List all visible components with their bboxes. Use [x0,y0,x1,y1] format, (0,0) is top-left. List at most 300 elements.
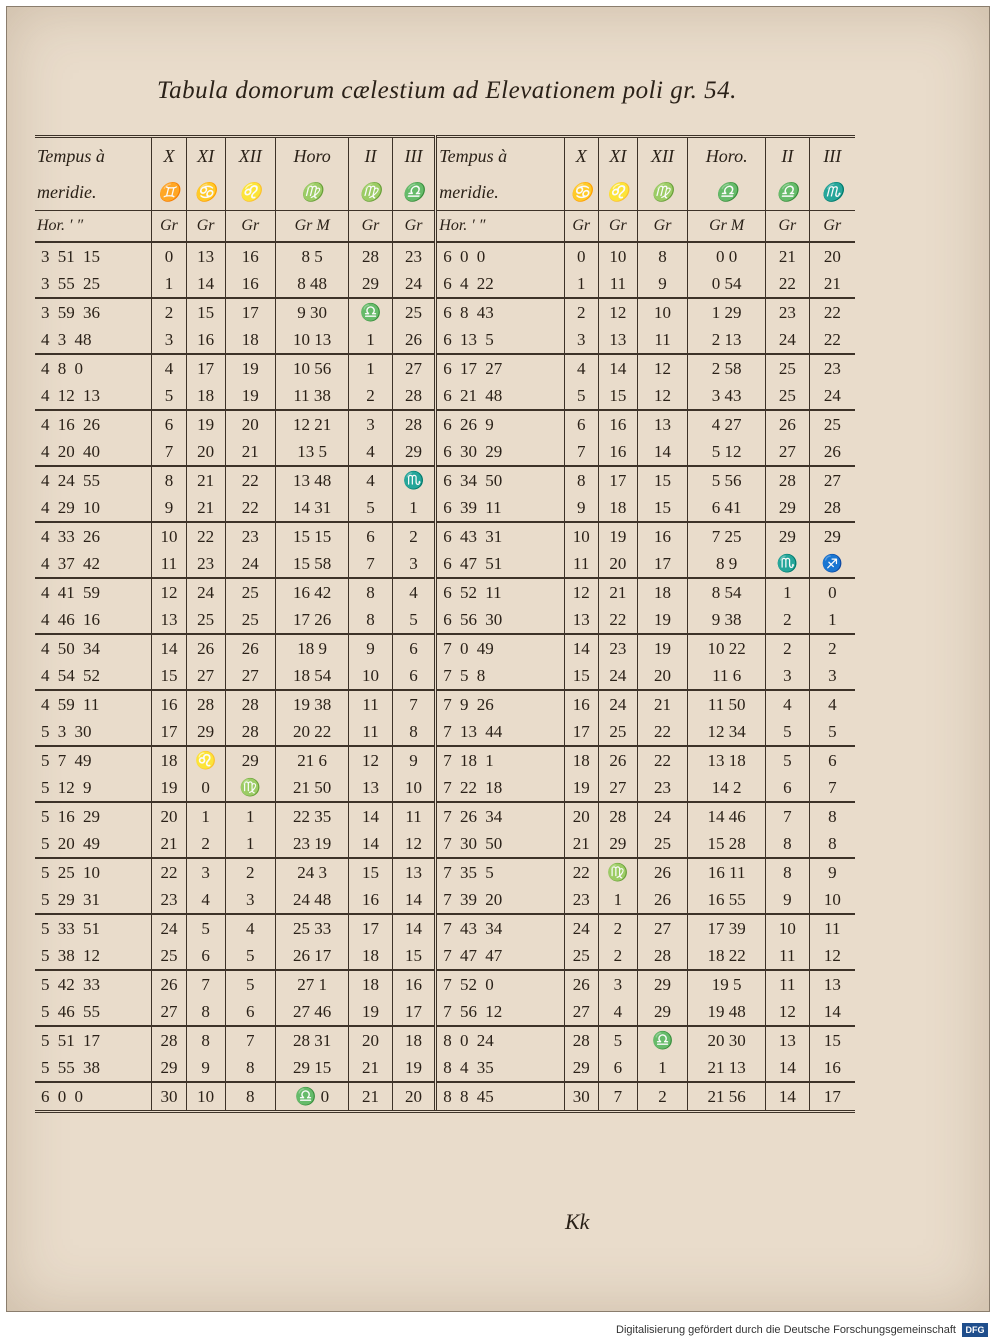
degree-cell: 15 15 [275,522,348,550]
degree-cell: 1 [809,606,855,634]
degree-cell: 19 [225,382,275,410]
degree-cell: 17 [637,550,687,578]
degree-cell: 21 50 [275,774,348,802]
table-row [35,830,855,858]
degree-cell: 24 3 [275,858,348,886]
table-row [35,1054,855,1082]
degree-cell: 1 [598,886,637,914]
degree-cell: 19 [186,410,225,438]
degree-cell: 3 [598,970,637,998]
degree-cell: 25 [564,942,598,970]
degree-cell: 11 [349,718,393,746]
time-cell: 4 3 48 [41,330,92,349]
degree-cell: 2 [564,298,598,326]
degree-cell: 1 [349,354,393,382]
degree-cell: 14 [564,634,598,662]
unit-left: Gr [225,211,275,243]
degree-cell: 6 41 [688,494,766,522]
table-row [35,270,855,298]
degree-cell: 8 [225,1082,275,1112]
house-xii-left: XII [225,137,275,175]
time-cell: 4 46 16 [41,610,100,629]
degree-cell: 23 [637,774,687,802]
degree-cell: 16 [564,690,598,718]
time-cell: 6 0 0 [436,242,564,270]
house-xii-right: XII [637,137,687,175]
degree-cell: 12 [766,998,810,1026]
degree-cell: 28 [152,1026,186,1054]
units-time-right: Hor. ′ ″ [436,211,564,243]
degree-cell: 27 1 [275,970,348,998]
degree-cell: 29 [564,1054,598,1082]
degree-cell: 22 [186,522,225,550]
degree-cell: 23 [392,242,436,270]
degree-cell: 28 [809,494,855,522]
sign-leo-icon: ♌ [598,174,637,211]
degree-cell: 7 [598,1082,637,1112]
degree-cell: 9 38 [688,606,766,634]
degree-cell: 15 [349,858,393,886]
degree-cell: 22 [766,270,810,298]
degree-cell: 29 [349,270,393,298]
degree-cell: 7 [766,802,810,830]
time-cell: 7 30 50 [436,830,564,858]
degree-cell: 24 [766,326,810,354]
house-ii-left: II [349,137,393,175]
degree-cell: 25 [152,942,186,970]
degree-cell: 10 22 [688,634,766,662]
degree-cell: 26 17 [275,942,348,970]
table-row [35,494,855,522]
degree-cell: 7 [152,438,186,466]
degree-cell: 19 [225,354,275,382]
degree-cell: 2 [225,858,275,886]
house-ii-right: II [766,137,810,175]
degree-cell: 5 12 [688,438,766,466]
degree-cell: 13 18 [688,746,766,774]
degree-cell: 25 [809,410,855,438]
degree-cell: 28 [349,242,393,270]
degree-cell: 14 [349,802,393,830]
degree-cell: 19 [564,774,598,802]
time-cell: 7 35 5 [436,858,564,886]
degree-cell: 26 [392,326,436,354]
degree-cell: ♎ [349,298,393,326]
time-cell: 5 55 38 [41,1058,100,1077]
houses-table-wrapper [35,135,855,1113]
time-cell: 6 39 11 [436,494,564,522]
time-cell: 4 29 10 [41,498,100,517]
degree-cell: 30 [564,1082,598,1112]
degree-cell: 21 [564,830,598,858]
house-x-left: X [152,137,186,175]
degree-cell: 26 [637,886,687,914]
time-cell: 7 43 34 [436,914,564,942]
degree-cell: 20 [186,438,225,466]
degree-cell: 3 [564,326,598,354]
degree-cell: 6 [225,998,275,1026]
degree-cell: 14 [766,1054,810,1082]
degree-cell: 2 [152,298,186,326]
degree-cell: 29 [637,970,687,998]
time-cell: 7 26 34 [436,802,564,830]
degree-cell: 28 [392,410,436,438]
degree-cell: 16 [598,438,637,466]
degree-cell: 1 [152,270,186,298]
footer-credit: Digitalisierung gefördert durch die Deutsche Forschungsgemeinschaft [616,1324,956,1336]
degree-cell: 9 [392,746,436,774]
degree-cell: 6 [598,1054,637,1082]
degree-cell: 10 [637,298,687,326]
degree-cell: 3 [766,662,810,690]
degree-cell: 27 [809,466,855,494]
time-cell: 4 59 11 [35,690,152,718]
table-row [35,970,855,998]
degree-cell: 16 42 [275,578,348,606]
time-cell: 6 13 5 [436,326,564,354]
house-xi-right: XI [598,137,637,175]
degree-cell: 14 46 [688,802,766,830]
degree-cell: ♍ [598,858,637,886]
degree-cell: 14 [598,354,637,382]
degree-cell: 8 [349,606,393,634]
degree-cell: 2 13 [688,326,766,354]
degree-cell: 12 [598,298,637,326]
degree-cell: 2 [766,634,810,662]
degree-cell: 25 [392,298,436,326]
degree-cell: 23 [598,634,637,662]
degree-cell: 21 [598,578,637,606]
degree-cell: 19 48 [688,998,766,1026]
sign-cancer-icon: ♋ [564,174,598,211]
time-cell: 6 47 51 [436,550,564,578]
degree-cell: 22 [809,298,855,326]
degree-cell: 13 [809,970,855,998]
degree-cell: 7 [392,690,436,718]
degree-cell: 21 [637,690,687,718]
degree-cell: 14 [349,830,393,858]
degree-cell: 4 [349,466,393,494]
table-row [35,354,855,382]
degree-cell: 4 [392,578,436,606]
degree-cell: 16 11 [688,858,766,886]
table-row [35,634,855,662]
time-cell: 8 4 35 [436,1054,564,1082]
degree-cell: 12 [809,942,855,970]
degree-cell: 16 [349,886,393,914]
degree-cell: 14 2 [688,774,766,802]
degree-cell: 21 56 [688,1082,766,1112]
degree-cell: 1 [186,802,225,830]
degree-cell: 15 [637,466,687,494]
degree-cell: 6 [809,746,855,774]
digitization-footer [0,1320,1000,1342]
time-cell: 7 5 8 [436,662,564,690]
house-horo-left: Horo [275,137,348,175]
time-cell: 5 12 9 [41,778,92,797]
table-body [35,242,855,1112]
degree-cell: 29 [637,998,687,1026]
degree-cell: 18 [637,578,687,606]
time-cell: 3 59 36 [35,298,152,326]
degree-cell: 7 [225,1026,275,1054]
degree-cell: 17 26 [275,606,348,634]
degree-cell: 28 [598,802,637,830]
degree-cell: 16 [225,270,275,298]
degree-cell: 27 [766,438,810,466]
degree-cell: 13 [349,774,393,802]
degree-cell: 16 [225,242,275,270]
house-xi-left: XI [186,137,225,175]
degree-cell: 5 [564,382,598,410]
degree-cell: 11 [349,690,393,718]
time-cell: 4 33 26 [35,522,152,550]
degree-cell: 15 [186,298,225,326]
degree-cell: 5 [349,494,393,522]
degree-cell: 23 19 [275,830,348,858]
degree-cell: 13 [598,326,637,354]
degree-cell: 16 [186,326,225,354]
unit-right: Gr [637,211,687,243]
degree-cell: 4 [809,690,855,718]
degree-cell: 10 [809,886,855,914]
degree-cell: 6 [349,522,393,550]
degree-cell: 26 [766,410,810,438]
degree-cell: 22 [598,606,637,634]
degree-cell: 16 [598,410,637,438]
degree-cell: 8 9 [688,550,766,578]
degree-cell: 26 [186,634,225,662]
time-cell: 3 51 15 [41,247,100,266]
degree-cell: 13 [392,858,436,886]
time-cell: 6 8 43 [436,298,564,326]
units-time-left: Hor. ′ ″ [35,211,152,243]
degree-cell: 17 [564,718,598,746]
degree-cell: 20 [225,410,275,438]
time-cell: 6 0 0 [35,1082,152,1112]
degree-cell: 17 [598,466,637,494]
degree-cell: 27 [392,354,436,382]
signature-mark: Kk [565,1209,590,1234]
degree-cell: 11 38 [275,382,348,410]
degree-cell: 10 [766,914,810,942]
degree-cell: 21 [186,466,225,494]
degree-cell: 15 [564,662,598,690]
degree-cell: 19 [392,1054,436,1082]
degree-cell: 27 [598,774,637,802]
degree-cell: 14 31 [275,494,348,522]
degree-cell: 19 [598,522,637,550]
degree-cell: 17 39 [688,914,766,942]
degree-cell: 6 [392,662,436,690]
time-cell: 4 24 55 [35,466,152,494]
degree-cell: 18 [152,746,186,774]
time-cell: 5 29 31 [41,890,100,909]
degree-cell: 2 [392,522,436,550]
degree-cell: 24 [225,550,275,578]
degree-cell: 12 34 [688,718,766,746]
degree-cell: 23 [152,886,186,914]
degree-cell: 0 [809,578,855,606]
degree-cell: 6 [564,410,598,438]
degree-cell: 28 31 [275,1026,348,1054]
degree-cell: 28 [392,382,436,410]
degree-cell: 14 [186,270,225,298]
time-cell: 5 38 12 [41,946,100,965]
degree-cell: 17 [186,354,225,382]
degree-cell: 10 13 [275,326,348,354]
degree-cell: 8 54 [688,578,766,606]
degree-cell: 18 [349,942,393,970]
time-cell: 5 46 55 [41,1002,100,1021]
degree-cell: 2 [598,914,637,942]
table-row [35,746,855,774]
degree-cell: 15 58 [275,550,348,578]
degree-cell: 29 [809,522,855,550]
table-row [35,382,855,410]
degree-cell: 22 [809,326,855,354]
degree-cell: 11 [392,802,436,830]
degree-cell: 20 22 [275,718,348,746]
degree-cell: 19 [637,606,687,634]
degree-cell: 27 [152,998,186,1026]
degree-cell: ♍ [225,774,275,802]
degree-cell: 10 56 [275,354,348,382]
unit-left: Gr [186,211,225,243]
time-cell: 7 13 44 [436,718,564,746]
table-row [35,662,855,690]
degree-cell: 12 21 [275,410,348,438]
degree-cell: 19 5 [688,970,766,998]
table-row [35,942,855,970]
degree-cell: 13 [564,606,598,634]
time-cell: 6 52 11 [436,578,564,606]
degree-cell: 4 [564,354,598,382]
degree-cell: 24 [598,662,637,690]
degree-cell: 27 [637,914,687,942]
degree-cell: 2 [598,942,637,970]
degree-cell: 5 56 [688,466,766,494]
degree-cell: 13 [766,1026,810,1054]
table-row [35,718,855,746]
degree-cell: ♎ 0 [275,1082,348,1112]
degree-cell: 0 [152,242,186,270]
degree-cell: 10 [392,774,436,802]
degree-cell: 22 [225,494,275,522]
degree-cell: 23 [564,886,598,914]
degree-cell: 7 [809,774,855,802]
degree-cell: 2 58 [688,354,766,382]
degree-cell: 21 6 [275,746,348,774]
degree-cell: 10 [152,522,186,550]
sign-gemini-icon: ♊ [152,174,186,211]
degree-cell: 9 [766,886,810,914]
degree-cell: 16 [152,690,186,718]
degree-cell: 12 [392,830,436,858]
degree-cell: 10 [598,242,637,270]
degree-cell: 27 [225,662,275,690]
degree-cell: 29 [186,718,225,746]
sign-leo-icon: ♌ [225,174,275,211]
degree-cell: 11 [637,326,687,354]
table-row [35,690,855,718]
degree-cell: 2 [766,606,810,634]
degree-cell: 18 [392,1026,436,1054]
degree-cell: 0 0 [688,242,766,270]
degree-cell: 24 [152,914,186,942]
degree-cell: 13 [186,242,225,270]
degree-cell: 18 22 [688,942,766,970]
degree-cell: 27 46 [275,998,348,1026]
unit-left: Gr [349,211,393,243]
time-cell: 6 21 48 [436,382,564,410]
degree-cell: 23 [809,354,855,382]
table-row [35,1082,855,1112]
degree-cell: 14 [392,914,436,942]
time-cell: 7 52 0 [436,970,564,998]
unit-right: Gr [564,211,598,243]
degree-cell: 8 [225,1054,275,1082]
table-row [35,606,855,634]
degree-cell: 3 [152,326,186,354]
degree-cell: 20 [152,802,186,830]
degree-cell: 10 [564,522,598,550]
degree-cell: 20 [349,1026,393,1054]
degree-cell: 22 [637,718,687,746]
time-cell: 4 41 59 [35,578,152,606]
time-cell: 3 55 25 [41,274,100,293]
degree-cell: 4 [186,886,225,914]
degree-cell: 19 38 [275,690,348,718]
degree-cell: 11 [564,550,598,578]
degree-cell: 23 [186,550,225,578]
degree-cell: 29 [598,830,637,858]
time-cell: 4 54 52 [41,666,100,685]
houses-table [35,135,855,1113]
degree-cell: 29 [392,438,436,466]
degree-cell: 1 [637,1054,687,1082]
degree-cell: 5 [809,718,855,746]
degree-cell: 4 [598,998,637,1026]
degree-cell: 22 [225,466,275,494]
degree-cell: 9 [349,634,393,662]
degree-cell: 22 35 [275,802,348,830]
degree-cell: 5 [392,606,436,634]
dfg-logo-icon: DFG [962,1323,988,1337]
degree-cell: 23 [225,522,275,550]
time-cell: 6 30 29 [436,438,564,466]
degree-cell: 5 [186,914,225,942]
time-cell: 5 25 10 [35,858,152,886]
degree-cell: 25 [598,718,637,746]
degree-cell: 28 [225,690,275,718]
degree-cell: 7 [349,550,393,578]
time-cell: 5 7 49 [35,746,152,774]
degree-cell: 13 5 [275,438,348,466]
time-cell: 7 22 18 [436,774,564,802]
degree-cell: 17 [349,914,393,942]
degree-cell: 15 [637,494,687,522]
degree-cell: 17 [225,298,275,326]
time-cell: 6 34 50 [436,466,564,494]
degree-cell: 20 30 [688,1026,766,1054]
table-row [35,858,855,886]
degree-cell: 24 [809,382,855,410]
degree-cell: 12 [349,746,393,774]
degree-cell: 11 [766,942,810,970]
degree-cell: 28 [186,690,225,718]
table-row [35,466,855,494]
